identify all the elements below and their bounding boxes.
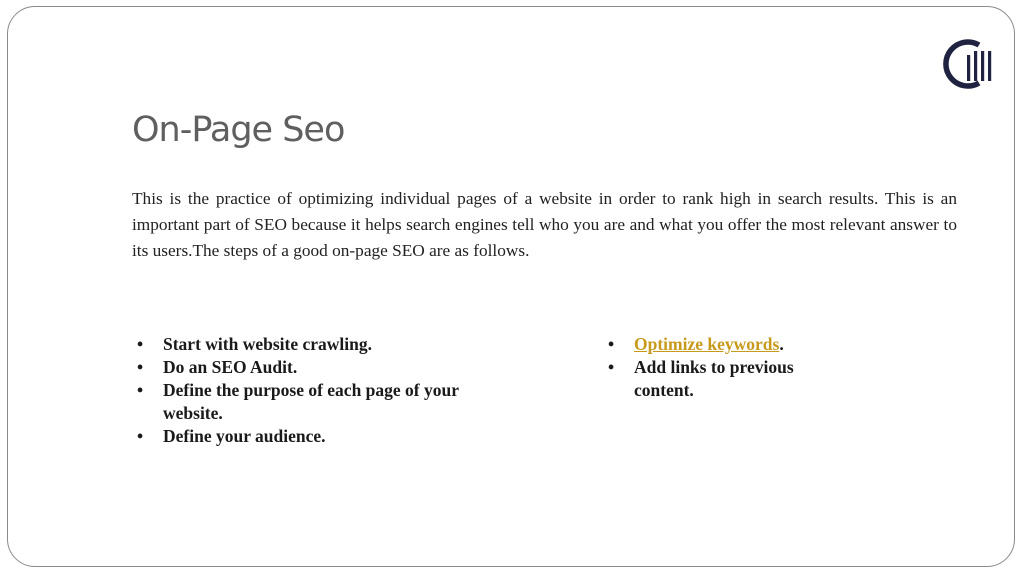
bullet-icon: • [608, 334, 615, 354]
list-item-text: Define the purpose of each page of your website. [163, 380, 459, 423]
page-title: On-Page Seo [132, 110, 345, 150]
list-item [608, 333, 838, 356]
bullet-icon: • [137, 380, 144, 400]
list-item-text: Do an SEO Audit. [163, 357, 298, 377]
steps-list-right [608, 333, 838, 402]
cii-logo-icon [943, 35, 999, 93]
list-item-text: Define your audience. [163, 426, 326, 446]
list-item-text: Start with website crawling. [163, 334, 373, 354]
bullet-icon: • [137, 357, 144, 377]
steps-list-left [137, 333, 507, 448]
bullet-icon: • [608, 357, 615, 377]
list-item-suffix: . [779, 334, 784, 354]
bullet-icon: • [137, 334, 144, 354]
bullet-icon: • [137, 426, 144, 446]
list-item [137, 425, 507, 448]
slide-frame [7, 6, 1015, 567]
intro-paragraph: This is the practice of optimizing individual pages of a website in order to rank high in search results. This is an important part of SEO because it helps search engines tell who you are and what you offer the most relevant answer to its users.The steps of a good on-page SEO are as follows. [132, 189, 957, 260]
list-item [608, 356, 838, 402]
list-item [137, 333, 507, 356]
list-item [137, 379, 507, 425]
optimize-keywords-link[interactable]: Optimize keywords [634, 334, 780, 354]
list-item-text: Add links to previous content. [634, 357, 794, 400]
list-item [137, 356, 507, 379]
